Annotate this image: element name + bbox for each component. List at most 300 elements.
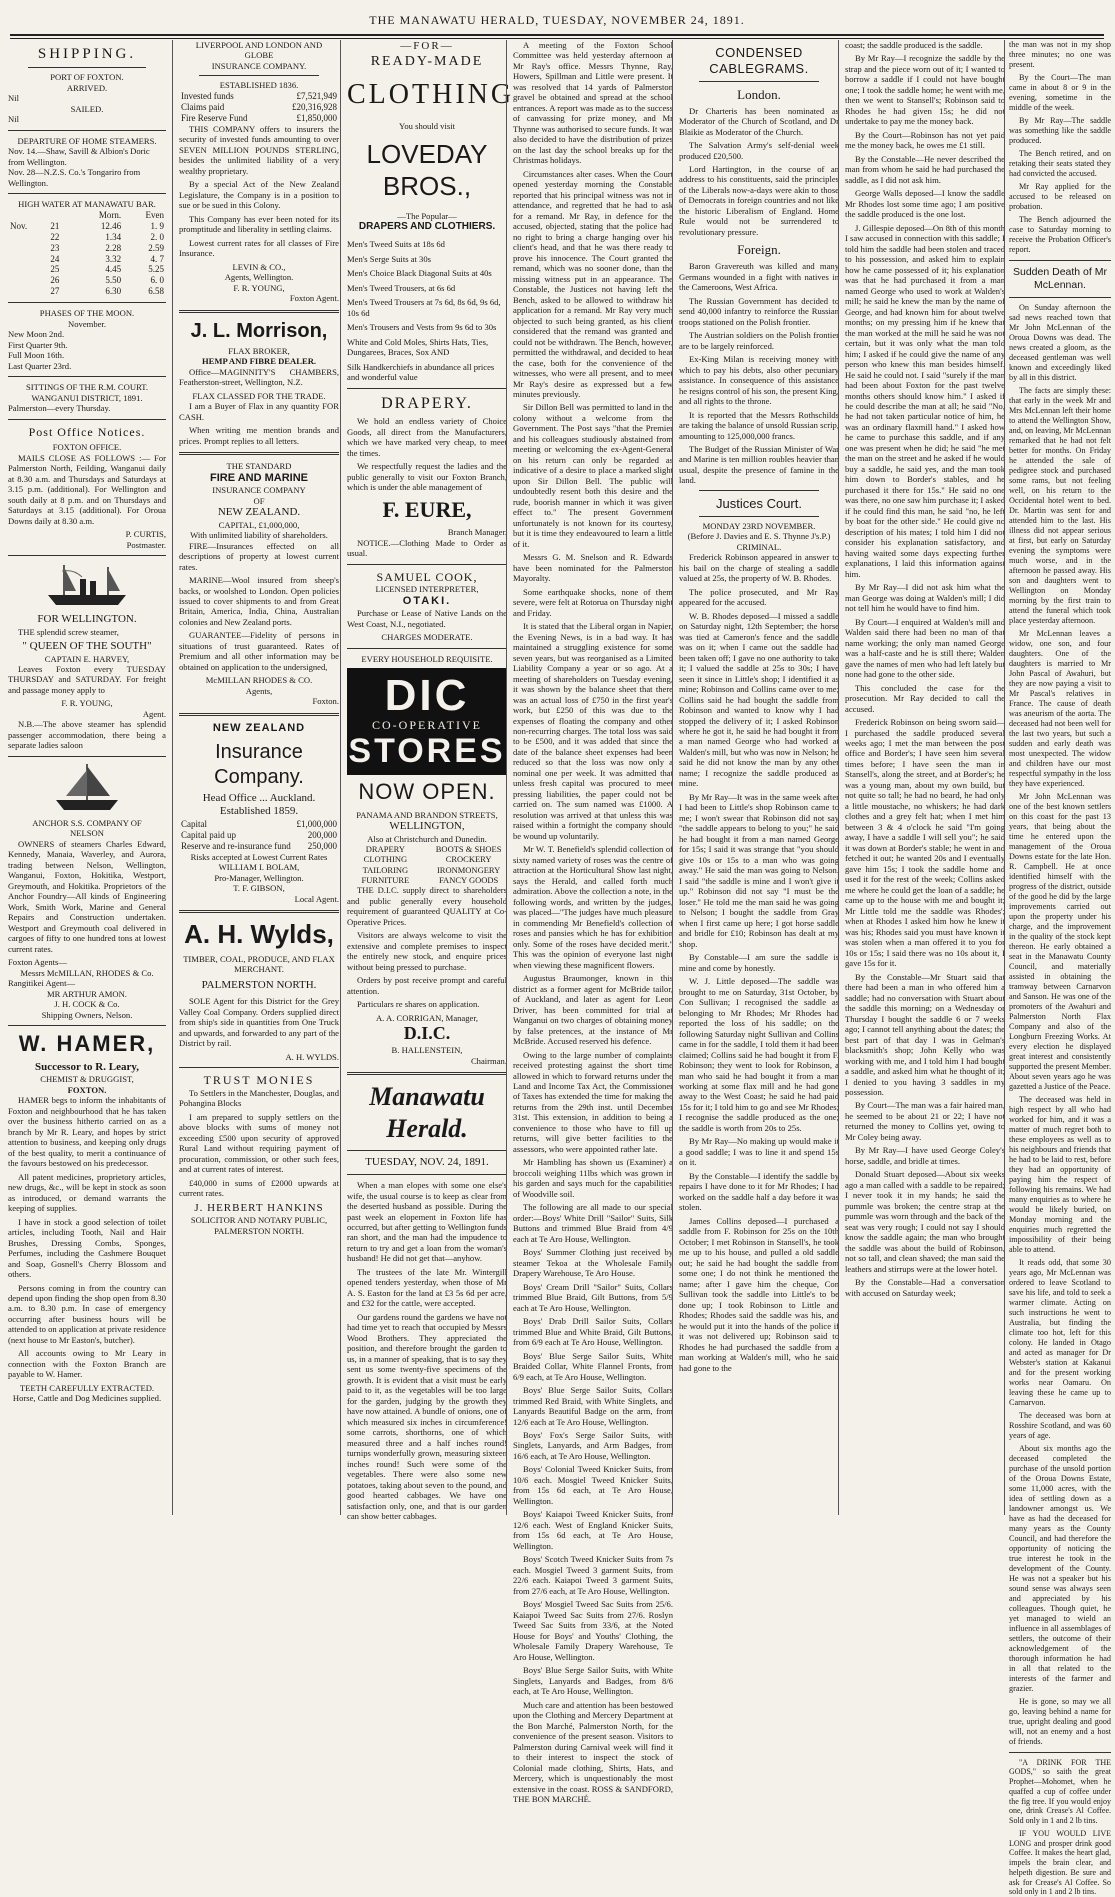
column-3	[340, 40, 515, 1522]
eure-name: F. EURE,	[382, 497, 472, 523]
hamer-place: FOXTON.	[67, 1084, 107, 1095]
anchor-agent: J. H. COCK & Co.	[54, 999, 120, 1010]
news-paragraph: Augustus Braumonger, known in this district as a former agent for McBride tailor, of Auckland, and later as agent for Leon Driver, has been committed for trial at Wanganui on two charges of obtaining money by false pretences, at the instance of Mr McBride. Accused reserved his defence.	[513, 973, 673, 1047]
news-paragraph: Boys' Kaiapoi Tweed Knicker Suits, from 12/6 each. West of England Knicker Suits, from 15s 6d each, at Te Aro House, Wellington.	[513, 1509, 673, 1551]
tide-head-morn: Morn.	[98, 209, 122, 220]
tide-cell: 1.34	[105, 231, 122, 242]
cablegram-paragraph: Dr Charteris has been nominated as Moderator of the Church of Scotland, and Dr Blaikie as Moderator of the Church.	[679, 105, 839, 137]
newspaper-nameplate: Manawatu Herald.	[369, 1082, 485, 1143]
moon-heading: PHASES OF THE MOON.	[39, 308, 135, 319]
masthead-rule	[10, 34, 1104, 39]
suit-item: White and Cold Moles, Shirts Hats, Ties, Dungarees, Braces, Sox AND	[347, 336, 489, 358]
divider	[347, 1150, 507, 1151]
suits-list	[347, 239, 507, 382]
standard-text: GUARANTEE—Fidelity of persons in situations of trust guaranteed. Rates of Premium and all other information may be obtained on application to the undersigned,	[179, 630, 339, 672]
divider	[347, 1174, 507, 1175]
news-paragraph: Boys' Drab Drill Sailor Suits, Collars trimmed Blue and White Braid, Gilt Buttons, from 6/9 each at Te Aro House, Wellington.	[513, 1316, 673, 1348]
tide-cell: 26	[50, 275, 60, 286]
obituary-paragraph: The deceased was born at Rosshire Scotland, and was 60 years of age.	[1009, 1410, 1111, 1440]
divider	[179, 452, 339, 455]
nz-agent: Pro-Manager, Wellington.	[214, 872, 304, 883]
hamer-successor: Successor to R. Leary,	[35, 1060, 139, 1073]
news-paragraph: Mr Hambling has shown us (Examiner) a broccoli weighing 11lbs which was grown in his garden and says much for the capabilities of Woodville soil.	[513, 1157, 673, 1199]
cook-role: LICENSED INTERPRETER,	[375, 584, 479, 595]
cablegram-paragraph: The Budget of the Russian Minister of War and Marine is ten million roubles heavier than usual, despite the presence of famine in the land.	[679, 444, 839, 486]
divider	[8, 193, 166, 194]
suit-item: Silk Handkerchiefs in abundance all prices and wonderful value	[347, 361, 495, 383]
anchor-heading: ANCHOR S.S. COMPANY OF	[32, 817, 142, 828]
insurance-text: This Company has ever been noted for its promptitude and liberality in settling claims.	[179, 213, 339, 235]
steamer-agent: F. R. YOUNG,	[61, 698, 113, 709]
hamer-text: All patent medicines, proprietory articles, new drugs, &c., will be kept in stock as soon as introduced, or demand warrants the keeping of supplies.	[8, 1171, 166, 1214]
cook-text: Purchase or Lease of Native Lands on the West Coast, N.I., negotiated.	[347, 608, 507, 629]
funds-cell: £1,850,000	[296, 112, 337, 123]
obituary-paragraph: He is gone, so may we all go, leaving behind a name for true, upright dealing and good will, not an enemy and a host of friends.	[1009, 1696, 1111, 1746]
divider	[1009, 1752, 1111, 1753]
justices-date: MONDAY 23RD NOVEMBER.	[702, 520, 816, 531]
news-paragraph: Sir Dillon Bell was permitted to land in the colony without a welcome from the Government. The Post says "that the Premier and his colleagues studiously abstained from meeting or welcoming the ex-Agent-General on his return can only be regarded as indicative of a desire to place a marked slight upon Sir Dillon Bell. The public will undoubtedly resent both this desire and the rude, boorish manner in which it was given effect to." The present Government unfortunately is not known for its courtesy, but it is time they endeavoured to learn a little of it.	[513, 402, 673, 549]
suit-item: Men's Serge Suits at 30s	[347, 253, 431, 264]
capital-cell: 200,000	[307, 829, 337, 840]
suit-item: Men's Choice Black Diagonal Suits at 40s	[347, 268, 492, 279]
divider	[699, 516, 819, 517]
trust-heading: TRUST MONIES	[203, 1073, 315, 1088]
court-paragraph: By the Constable—I identify the saddle by repairs I have done to it for Mr Rhodes; I had worked on the saddle half a day before it was stolen.	[679, 1170, 839, 1213]
court-paragraph: Frederick Robinson appeared in answer to his bail on the charge of stealing a saddle valued at 25s, the property of W. B. Rhodes.	[679, 552, 839, 584]
tide-row	[8, 286, 166, 297]
tide-table	[8, 210, 166, 298]
court-paragraph: By Court—I enquired at Walden's mill and Walden said there had been no man of that name working; the only man named George was a half-caste and he is still there; Walden gave the names of men who had left lately but none had gone to the other side.	[845, 616, 1005, 680]
column-4	[506, 40, 679, 1804]
nz-insurance-heading: Insurance Company.	[214, 741, 304, 788]
arrived-label: ARRIVED.	[66, 82, 108, 93]
anchor-agent: MR ARTHUR AMON.	[47, 988, 127, 999]
sailed-value: Nil	[8, 114, 19, 125]
insurance-funds-table	[179, 91, 339, 124]
court-paragraph: The police prosecuted, and Mr Ray appeared for the accused.	[679, 586, 839, 608]
court-paragraph: The Bench adjourned the case to Saturday morning to receive the Probation Officer's report.	[1009, 215, 1111, 254]
news-paragraph: Boys' Summer Clothing just received by steamer Tekoa at the Wholesale Family Drapery Warehouse, Te Aro House.	[513, 1247, 673, 1279]
port-heading: PORT OF FOXTON.	[50, 72, 124, 83]
suit-item: Men's Tweed Trousers at 7s 6d, 8s 6d, 9s 6d, 10s 6d	[347, 297, 501, 318]
obituary-paragraph: It reads odd, that some 30 years ago, Mr McLennan was ordered to leave Scotland to save his life, and told to seek a warmer climate. Acting on such instructions he went to Australia, but finding the climate too hot, left for this colony. He landed in Otago and acted as manager for Dr Webster's station at Kakanui and for the present working works near Oamaru. On leaving these he came up to Carnarvon.	[1009, 1257, 1111, 1407]
court-paragraph: By the Constable—Mr Stuart said that there had been a man in who offered him a saddle; had no conversation with Stuart about the saddle this morning; on a Wednesday or Thursday I bought the saddle 6 or 7 weeks ago; I cannot tell anything about the dates; the best part of that day I was in Gelman's blacksmith's shop; John Kelly who was working with me, and I told him I had bought a saddle, and asked him what he thought of it; I denied to you having 3 saddles in my possession.	[845, 971, 1005, 1097]
drapers-heading: DRAPERS AND CLOTHIERS.	[358, 221, 496, 233]
sailing-ship-icon	[52, 762, 122, 814]
divider	[1009, 297, 1111, 298]
morrison-trade-2: HEMP AND FIBRE DEALER.	[201, 356, 317, 367]
morrison-name: J. L. Morrison,	[190, 319, 328, 342]
cablegram-paragraph: Ex-King Milan is receiving money with which to pay his debts, also other pecuniary assistance. In consequence of this assistance he resigns control of his son, the present King, and all rights to the throne.	[679, 354, 839, 407]
wylds-text: SOLE Agent for this District for the Grey Valley Coal Company. Orders supplied direct from ship's side in quantities from One Truck and upwards, and forwarded to any part of the District by rail.	[179, 996, 339, 1049]
news-paragraph: Boys' Mosgiel Tweed Sac Suits from 25/6. Kaiapoi Tweed Sac Suits from 27/6. Roslyn Tweed Sac Suits from 33/6, at the Noted House for Boys' and Youths' Clothing, the Wholesale Family Drapery Warehouse, Te Aro House, Wellington.	[513, 1599, 673, 1662]
tide-row	[8, 221, 166, 232]
dic-text: Orders by post receive prompt and careful attention.	[347, 975, 507, 996]
justices-before: (Before J. Davies and E. S. Thynne J's.P.)	[687, 531, 831, 542]
nz-agent: T. F. GIBSON,	[233, 883, 285, 894]
funds-row	[179, 113, 339, 124]
insurance-agent: F. R. YOUNG,	[233, 282, 285, 293]
funds-cell: Claims paid	[181, 101, 225, 112]
cablegram-paragraph: The Russian Government has decided to send 40,000 infantry to reinforce the Russian troops stationed on the Polish frontier.	[679, 295, 839, 327]
divider	[8, 419, 166, 420]
household-label: EVERY HOUSEHOLD REQUISITE.	[361, 653, 493, 664]
news-paragraph: Boys' Blue Serge Sailor Suits, Collars trimmed Red Braid, with White Singlets, and Lanyards Beautiful Badge on the arm, from 12/6 each at Te Aro House, Wellington.	[513, 1385, 673, 1427]
sittings-text: Palmerston—every Thursday.	[8, 403, 111, 414]
wylds-signature: A. H. WYLDS.	[285, 1051, 339, 1062]
dic-logo: DIC	[384, 671, 470, 721]
departure-heading: DEPARTURE OF HOME STEAMERS.	[17, 135, 157, 146]
dic-text: Particulars re shares on application.	[357, 999, 480, 1010]
trust-signature: J. HERBERT HANKINS	[194, 1201, 324, 1214]
column-2	[172, 40, 345, 1515]
obituary-paragraph: About six months ago the deceased completed the purchase of the unsold portion of the Oroua Downs Estate, some 11,000 acres, with the idea of settling down as a landowner amongst us. We have as had the deceased for many years as the County Council, and had therefore the opportunity of noticing the true interest he took in the development of the County. He was not a speaker but his sound sense was always seen and appreciated by his colleagues. Though quiet, he yet managed to wield an influence in all assemblages of settlers, the outcome of their acknowledgement of the thorough information he had in all that related to the interests of the farmer and grazier.	[1009, 1443, 1111, 1693]
divider	[8, 130, 166, 131]
nz-agent: WILLIAM I. BOLAM,	[218, 862, 300, 873]
capital-cell: Reserve and re-insurance fund	[181, 840, 291, 851]
insurance-established: ESTABLISHED 1836.	[219, 80, 299, 91]
court-paragraph: By Mr Ray—I have used George Coley's horse, saddle, and bridle at times.	[845, 1145, 1005, 1166]
court-paragraph: George Walls deposed—I know the saddle Mr Rhodes lost some time ago; I am positive the saddle produced is the one lost.	[845, 188, 1005, 220]
tide-cell: 24	[50, 253, 60, 264]
nz-established: Established 1859.	[219, 805, 299, 818]
trust-text: To Settlers in the Manchester, Douglas, and Pohangina Blocks	[179, 1087, 339, 1109]
wellington-heading: FOR WELLINGTON.	[37, 613, 137, 626]
steamer-text: Leaves Foxton every TUESDAY THURSDAY and SATURDAY. For freight and passage money apply to	[8, 663, 166, 695]
column-7	[1004, 40, 1115, 1897]
news-paragraph: Messrs G. M. Snelson and R. Edwards have been nominated for the Palmerston Mayoralty.	[513, 552, 673, 584]
coffee-advert: "A DRINK FOR THE GODS," so saith the great Prophet—Mohomet, when he quaffed a cup of coffee under the fig tree. If you would enjoy one, drink Crease's Al Coffee. Sold only in 1 and 2 lb tins.	[1009, 1757, 1111, 1826]
dic-subtitle: CO-OPERATIVE	[372, 718, 482, 733]
foreign-heading: Foreign.	[737, 242, 781, 258]
cook-name: SAMUEL COOK,	[376, 569, 478, 584]
news-paragraph: Boys' Colonial Tweed Knicker Suits, from 10/6 each. Mosgiel Tweed Knicker Suits, from 15s 6d each, at Te Aro House, Wellington.	[513, 1464, 673, 1506]
divider	[8, 756, 166, 757]
steamer-nb: N.B.—The above steamer has splendid passenger accommodation, there being a separate ladies saloon	[8, 719, 166, 751]
court-paragraph: the man was not in my shop three minutes; no one was present.	[1009, 40, 1111, 69]
funds-cell: £20,316,928	[292, 101, 337, 112]
news-paragraph: Much care and attention has been bestowed upon the Clothing and Mercery Department at the Bon Marché, Palmerston North, for the convenience of the present season. Visitors to Palmerston during Carnival week will find it to their interest to inspect the stock of Colonial made clothing, Shirts, Hats, and Mercery, which is unquestionably the most extensive in the coast. ROSS & SANDFORD, THE BON MARCHÉ.	[513, 1699, 673, 1804]
capital-cell: Capital	[181, 818, 207, 829]
condensed-cablegrams-heading: CONDENSED CABLEGRAMS.	[709, 45, 809, 76]
flax-heading: FLAX CLASSED FOR THE TRADE.	[192, 390, 326, 401]
department-item: FURNITURE	[361, 875, 410, 886]
funds-cell: Invested funds	[181, 90, 234, 101]
tide-cell: 4.45	[105, 264, 122, 275]
court-paragraph: J. Gillespie deposed—On 8th of this month I saw accused in connection with this saddle; I told him the saddle had been stolen and traced to his possession, and asked him to explain how he came possessed of it; his explanation was that he had purchased it from a man named George who used to work at Walden's mill; he said he knew the man by the name of George, and had known him for about twelve months; on my pressing him if he knew that the man worked at the mill he said he was not certain, but it was only what the man told him; I asked if he could give the name of any person who knew this man besides himself. He said he could not. I said "surely if the man had been about Foxton for the past twelve months others should know him." I asked if he could describe the man at all; he said "No, he had not taken particular notice of him, he was an ordinary flaxmill hand." I asked how he came to purchase this saddle, and if any one was present when he did; he said "he met the man on the street and he asked if he would buy a saddle, he said yes, and the man took him down to Border's stables, and he purchased it there for 15s." He said no one was there, no one saw him purchase it; I asked if he could find this man, he said "no, he left by boat for the other side." He could give no description of his mates; I told him I did not consider his explanation satisfactory, and having waited some days expecting further explanations, I laid this information against him.	[845, 222, 1005, 579]
court-paragraph: coast; the saddle produced is the saddle.	[845, 40, 983, 50]
standard-title: NEW ZEALAND.	[217, 506, 301, 519]
dic-city: WELLINGTON,	[389, 820, 465, 833]
popular-label: —The Popular—	[397, 210, 457, 221]
tide-cell	[8, 264, 48, 275]
departments-right	[430, 844, 507, 885]
anchor-agents: Foxton Agents—	[8, 957, 67, 968]
should-visit: You should visit	[399, 120, 455, 131]
funds-cell: £7,521,949	[296, 90, 337, 101]
insurance-agent: Agents, Wellington.	[224, 272, 294, 283]
post-heading: Post Office Notices.	[28, 424, 146, 439]
news-paragraph: Owing to the large number of complaints received protesting against the short time allowed in which to forward returns under the Land and Income Tax Act, the Commissioner of Taxes has extended the time for making the returns from the 29th inst. until December 31st. This extension, in addition to being a convenience to those who have to fill up returns, will give better facilities to the assessors, who were appointed rather late.	[513, 1049, 673, 1154]
divider	[347, 648, 507, 649]
court-paragraph: By the Court—Robinson has not yet paid me the money back, he owes me £1 still.	[845, 129, 1005, 151]
cook-place: OTAKI.	[402, 594, 452, 607]
tide-cell: 25	[50, 264, 60, 275]
hamer-text: All accounts owing to Mr Leary in connection with the Foxton Branch are payable to W. Hamer.	[8, 1348, 166, 1380]
criminal-label: CRIMINAL.	[736, 541, 782, 552]
dic-chairman: Chairman.	[470, 1055, 507, 1066]
dic-also: Also at Christchurch and Dunedin.	[367, 833, 487, 844]
sudden-death-heading: Sudden Death of Mr McLennan.	[1013, 266, 1107, 291]
hamer-text: HAMER begs to inform the inhabitants of Foxton and neighbourhood that he has taken over the business hitherto carried on as a branch by Mr R. Leary, and hopes by strict attention to business, and keeping only drugs of the best quality, to merit a continuance of the favours bestowed on his predecessor.	[8, 1095, 166, 1169]
capital-cell: 250,000	[307, 840, 337, 851]
wylds-trade: TIMBER, COAL, PRODUCE, AND FLAX MERCHANT.	[183, 953, 335, 975]
hamer-teeth: TEETH CAREFULLY EXTRACTED.	[19, 1382, 155, 1393]
divider	[8, 1025, 166, 1026]
court-paragraph: This concluded the case for the prosecution. Mr Ray decided to call the accused.	[845, 682, 1005, 714]
tide-cell: 21	[50, 220, 60, 231]
editorial-paragraph: Our gardens round the gardens we have not had time yet to reach that occupied by Messrs Wood Brothers. They appreciated the position, and therefore brought the garden to us, in a manner of speaking, that is to say they sent us some twenty-five specimens of the growth. It is evident that a visit must be early paid to it, as the vegetables will be too large for the garden, judging by the growth they have now attained. A bundle of onions, one of which measured six inches in circumference! some carrots, shorthorns, one of which measured three and a half inches round! turnips wonderfully grown, measuring sixteen inches round! Such were some of the vegetables. There were also some new potatoes, taking about seven to the pound, and good hearted cabbages. We have one satisfaction only, one, and that is our garden can show better cabbages.	[347, 1311, 507, 1522]
anchor-agent: Rangitikei Agent—	[8, 978, 76, 989]
cablegram-paragraph: It is reported that the Messrs Rothschilds are taking the balance of unsold Russian scrip, amounting to 125,000,000 francs.	[679, 409, 839, 441]
court-paragraph: James Collins deposed—I purchased a saddle from F. Robinson for 25s on the 10th October; I met Robinson in Stansell's, he took me up to his house, and pulled a old saddle out; he said he had bought the saddle from some one; I do not think he mentioned the name; after I gave him the cheque, Con Sullivan took the saddle into Little's to be done up; I took Robinson to Little and Rhodes; Rhodes said the saddle was his, and he would put it into the hands of the police if it was not delivered up; Robinson said to Rhodes he had purchased the saddle from a man working at Walden's mill, who he said had gone to the	[679, 1215, 839, 1373]
editorial-paragraph: When a man elopes with some one else's wife, the usual course is to keep as clear from the deserted husband as possible. During the past week an elopement in Foxton life has occurred, but after getting to Wellington funds ran short, and the man had the impudence to return to try and get a loan from the woman's husband! He did not get that—anyhow.	[347, 1180, 507, 1264]
court-paragraph: The Bench retired, and on retaking their seats stated they had convicted the accused.	[1009, 149, 1111, 178]
dic-text: THE D.I.C. supply direct to shareholders and public generally every household requirement of guaranteed QUALITY at Co-Operative Prices.	[347, 885, 507, 927]
obituary-paragraph: The facts are simply these: that early in the week Mr and Mrs McLennan left their home to attend the Wellington Show, and, on leaving, Mr McLennan remarked that he had not felt better for months. On Friday he attended the sale of pedigree stock and purchased some rams, but not feeling well, on his return to the Occidental hotel went to bed. Dr. Martin was sent for and attended him to the last. His illness did not appear serious at first, but early on Saturday evening the symptoms were much worse, and in the afternoon he passed away. His son and daughters went to Wellington on Monday morning by the first train to attend the funeral which took place yesterday afternoon.	[1009, 385, 1111, 625]
anchor-agent: Messrs McMILLAN, RHODES & Co.	[20, 967, 154, 978]
cablegram-paragraph: Baron Gravereuth was killed and many Germans wounded in a fight with natives in the Cameroons, West Africa.	[679, 261, 839, 293]
dic-departments	[347, 844, 507, 885]
funds-row	[179, 91, 339, 102]
divider	[179, 310, 339, 313]
standard-capital: CAPITAL, £1,000,000,	[218, 519, 300, 530]
tide-cell	[8, 286, 48, 297]
dic-abbr: D.I.C.	[403, 1023, 451, 1044]
standard-title: THE STANDARD	[226, 461, 292, 472]
moon-phase: New Moon 2nd.	[8, 329, 65, 340]
moon-phase: First Quarter 9th.	[8, 339, 68, 350]
obituary-paragraph: On Sunday afternoon the sad news reached town that Mr John McLennan of the Oroua Downs was dead. The news created a gloom, as the deceased gentleman was well known and exceedingly liked by all in this district.	[1009, 302, 1111, 382]
sittings-district: WANGANUI DISTRICT, 1891.	[31, 392, 143, 403]
steamer-agent-role: Agent.	[142, 708, 166, 719]
tide-head-even: Even	[145, 209, 164, 220]
tide-cell	[8, 232, 48, 243]
standard-text: FIRE—Insurances effected on all descriptions of property at lowest current rates.	[179, 540, 339, 572]
eure-role: Branch Manager.	[447, 527, 507, 538]
court-paragraph: By Mr Ray—I recognize the saddle by the strap and the piece worn out of it; I wanted to borrow a saddle if I could not have bought one; I took the saddle home; he went with me, then we went to Stansell's; Robinson said to Rhodes he had given 15s; he did not undertake to pay me the money back.	[845, 53, 1005, 127]
dic-streets: PANAMA AND BRANDON STREETS,	[356, 809, 498, 820]
standard-agent: Agents,	[245, 685, 273, 696]
capital-row	[179, 819, 339, 830]
tide-cell: 5.25	[148, 264, 164, 275]
dateline: TUESDAY, NOV. 24, 1891.	[365, 1155, 489, 1168]
department-item: IRONMONGERY	[436, 864, 501, 875]
hamer-text: I have in stock a good selection of toilet articles, including Tooth, Nail and Hair Brushes, Dressing Combs, Sponges, Perfumes, including the Cashmere Bouquet and Soap, Gosnell's Cherry Blossom and others.	[8, 1216, 166, 1280]
for-label: —FOR—	[400, 40, 454, 52]
column-6	[838, 40, 1011, 1515]
steamer-name: " QUEEN OF THE SOUTH"	[22, 640, 152, 653]
clothing-heading: CLOTHING	[347, 79, 515, 111]
tide-cell: 22	[50, 231, 60, 242]
tide-cell: 6. 0	[150, 275, 164, 286]
departure-1: Nov. 14.—Shaw, Savill & Albion's Doric from Wellington.	[8, 146, 150, 167]
steamer-captain: CAPTAIN E. HARVEY,	[44, 653, 130, 664]
tide-cell: 6.58	[148, 286, 164, 297]
tide-cell: 5.50	[105, 275, 122, 286]
court-paragraph: By the Constable—Had a conversation with accused on Saturday week;	[845, 1277, 1005, 1298]
coffee-advert: IF YOU WOULD LIVE LONG and prosper drink good Coffee. It makes the heart glad, impels the brain clear, and helpeth digestion. Be sure and ask for Crease's Al Coffee. So sold only in 1 and 2 lb tins.	[1009, 1828, 1111, 1897]
tide-cell: 3.32	[105, 253, 122, 264]
moon-phase: Last Quarter 23rd.	[8, 360, 72, 371]
drapery-heading: DRAPERY.	[381, 394, 473, 412]
capital-cell: £1,000,000	[296, 818, 337, 829]
sailed-label: SAILED.	[70, 103, 104, 114]
department-item: CROCKERY	[445, 854, 492, 865]
tide-cell	[8, 275, 48, 286]
insurance-title: INSURANCE COMPANY.	[211, 60, 307, 71]
divider	[8, 555, 166, 556]
morrison-trade: FLAX BROKER,	[228, 345, 290, 356]
steamer-ship-icon	[42, 561, 132, 609]
wylds-place: PALMERSTON NORTH.	[201, 978, 317, 991]
court-paragraph: By the Constable—He never described the man from whom he said he had purchased the saddle, as I did not ask him.	[845, 153, 1005, 185]
tide-row	[8, 254, 166, 265]
tide-row	[8, 264, 166, 275]
standard-agent: Foxton.	[312, 696, 339, 707]
insurance-text: Lowest current rates for all classes of Fire Insurance.	[179, 237, 339, 259]
capital-row	[179, 841, 339, 852]
trust-signature: SOLICITOR AND NOTARY PUBLIC,	[190, 1215, 328, 1226]
dic-banner	[347, 668, 507, 775]
high-water-heading: HIGH WATER AT MANAWATU BAR.	[18, 199, 156, 210]
news-paragraph: Boys' Scotch Tweed Knicker Suits from 7s each. Mosgiel Tweed 3 garment Suits, from 22/6 each. Kaiapoi Tweed 3 garment Suits, from 27/6 each, at Te Aro House, Wellington.	[513, 1554, 673, 1596]
anchor-agent: Shipping Owners, Nelson.	[41, 1009, 133, 1020]
hamer-footer: Horse, Cattle and Dog Medicines supplied.	[12, 1393, 162, 1404]
divider	[347, 564, 507, 565]
london-heading: London.	[737, 86, 781, 102]
dic-stores: STORES	[348, 731, 506, 770]
insurance-title: LIVERPOOL AND LONDON AND	[195, 40, 323, 50]
divider	[28, 67, 146, 68]
departments-left	[347, 844, 424, 885]
court-paragraph: By Mr Ray—No making up would make it a good saddle; I was to line it and spend 15s on it.	[679, 1136, 839, 1168]
court-paragraph: By Mr Ray—It was in the same week after I had been to Little's shop Robinson came to me; I won't swear that Robinson did not say "the saddle appears to belong to you;" he said he had bought it from a man named George for 15s; I said it was strange that "you should give 10s or 15s to a man who was going away." He said the man was going to Nelson. I said "the saddle is mine and I won't give it up." Robinson did not say "I must be the loser." He told me the man said he was going to Nelson; I bought the saddle from Gray when I first came up here; I got horse saddle and bridle for £10; Robinson has dealt at my shop.	[679, 791, 839, 949]
tide-cell: 23	[50, 242, 60, 253]
dic-manager: A. A. CORRIGAN, Manager,	[375, 1012, 479, 1023]
tide-row	[8, 243, 166, 254]
drapery-text: We respectfully request the ladies and the public generally to visit our Foxton Branch, which is under the able management of	[347, 461, 507, 492]
divider	[347, 388, 507, 389]
divider	[1009, 260, 1111, 261]
department-item: CLOTHING	[363, 854, 408, 865]
tide-cell: 1. 9	[150, 220, 164, 231]
insurance-agent: Foxton Agent.	[289, 293, 339, 304]
tide-row	[8, 232, 166, 243]
arrived-value: Nil	[8, 93, 19, 104]
tide-cell: Nov.	[10, 220, 28, 231]
divider	[347, 1072, 507, 1075]
insurance-title: GLOBE	[244, 50, 274, 61]
news-paragraph: It is stated that the Liberal organ in Napier, the Evening News, is in a bad way. It has maintained a struggling existence for some seven years, but was reorganised as a Limited Liability Company a year or so ago. At a meeting of shareholders on Tuesday evening, it was shown by the balance sheet that there was an actual loss of £750 in the first year's work, but £250 of this was due to the expenses of floating the company and other non-recurring charges. The total loss was said to be £500, and it was added that since the date of the balance sheet expenses had been reduced so that the loss was now only a nominal one per week. It was admitted that unless fresh capital was procured to meet pressing liabilities, the paper could not be carried on. The sum named was £1000. A resolution was arrived at that unless this was raised within a fortnight the company should be wound up voluntarily.	[513, 621, 673, 841]
suit-item: Men's Trousers and Vests from 9s 6d to 30s	[347, 322, 497, 333]
nz-insurance-title: NEW ZEALAND	[212, 721, 306, 734]
shipping-heading: SHIPPING.	[37, 46, 137, 62]
dic-chairman: B. HALLENSTEIN,	[391, 1045, 463, 1056]
morrison-office: Office—MAGINNITY'S CHAMBERS, Featherston-street, Wellington, N.Z.	[179, 366, 339, 388]
drapery-text: We hold an endless variety of Choice Goods, all direct from the Manufacturers, which we have marked very cheap, to meet the times.	[347, 416, 507, 458]
post-text: MAILS CLOSE AS FOLLOWS :— For Palmerston North, Feilding, Wanganui daily at 8.30 a.m. and Thursdays and Saturdays at 3.15 p.m. (additional). For Wellington and south daily at 8 p.m. and on Thursdays and Saturdays at 3.15 (additional). For Oroua Downs daily at 8.30 a.m.	[8, 452, 166, 526]
loveday-heading: LOVEDAY BROS.,	[366, 139, 488, 201]
sittings-heading: SITTINGS OF THE R.M. COURT.	[25, 382, 149, 393]
divider	[8, 302, 166, 303]
nz-capital-table	[179, 819, 339, 852]
news-paragraph: A meeting of the Foxton School Committee was held yesterday afternoon at Mr Ray's office. Messrs Thynne, Ray, Howers, Spillman and Little were present. It was resolved that 14 yards of Palmerston gravel be obtained and spread at the school entrances. A report was made as to the success of canvassing for prize money, and Mr Thynne was authorised to secure funds. It was also decided to have the distribution of prizes on the last day the school breaks up for the Christmas holidays.	[513, 40, 673, 166]
tide-cell: 6.30	[105, 286, 122, 297]
tide-cell	[8, 254, 48, 265]
obituary-paragraph: Mr John McLennan was one of the best known settlers on this coast for the past 13 years, that being about the time he entered upon the management of the Oroua Downs estate for the late Hon. R. Campbell. He at once identified himself with the progress of the district, outside of the good he did by the large improvements carried out upon the property under his charge, and the improvement in the quality of the stock kept thereon. He early obtained a seat in the Manawatu County Council, and materially assisted in obtaining the tramway between Carnarvon and Sanson. He was one of the promoters of the Awahuri and Palmerston North Flax Company and also of the Longburn Freezing Works. At every election he displayed great interest and consistently supported the present Member. About seven years ago he was gazetted a Justice of the Peace.	[1009, 791, 1111, 1091]
departure-2: Nov. 28—N.Z.S. Co.'s Tongariro from Wellington.	[8, 167, 141, 188]
cablegram-paragraph: The Salvation Army's self-denial week produced £20,500.	[679, 140, 839, 161]
department-item: BOOTS & SHOES	[435, 844, 502, 855]
divider	[699, 81, 819, 82]
department-item: DRAPERY	[365, 844, 405, 855]
dic-text: Visitors are always welcome to visit the extensive and complete premises to inspect the entirely new stock, and enquire prices without being pressed to purchase.	[347, 930, 507, 972]
court-paragraph: By Constable—I am sure the saddle is mine and come by honestly.	[679, 952, 839, 973]
tide-cell: 2.28	[105, 242, 122, 253]
notice-text: NOTICE.—Clothing Made to Order as usual.	[347, 537, 507, 559]
divider	[179, 910, 339, 913]
divider	[199, 75, 319, 76]
insurance-text: THIS COMPANY offers to insurers the security of invested funds amounting to over SEVEN MILLION POUNDS STERLING, besides the unlimited liability of a very wealthy proprietary.	[179, 123, 339, 176]
obituary-paragraph: Mr McLennan leaves a widow, one son, and four daughters. One of the daughters is married to Mr John Pascal of Awahuri, but they are now paying a visit to Mr Pascal's relatives in France. The cause of death was aneurism of the aorta. The deceased had not been well for the last two years, but such a sudden and early death was most unexpected. The widow and children have our most respectful sympathy in the loss they have experienced.	[1009, 628, 1111, 788]
flax-text: I am a Buyer of Flax in any quantity FOR CASH.	[179, 401, 339, 422]
masthead-title: THE MANAWATU HERALD, TUESDAY, NOVEMBER 24, 1891.	[369, 13, 745, 27]
wylds-name: A. H. Wylds,	[184, 919, 334, 950]
standard-title: FIRE AND MARINE	[210, 471, 308, 484]
editorial-paragraph: The trustees of the late Mr. Wintergill opened tenders yesterday, when those of Mr A. S. Easton for the land at £3 5s 6d per acre, and £32 for the cattle, were accepted.	[347, 1266, 507, 1309]
court-paragraph: Mr Ray applied for the accused to be released on probation.	[1009, 182, 1111, 211]
nz-head-office: Head Office ... Auckland.	[202, 792, 316, 805]
anchor-text: OWNERS of steamers Charles Edward, Kennedy, Manaia, Waverley, and Aurora, trading between Nelson, Wellington, Wanganui, Foxton, Hokitika, Westport, Greymouth, and Hokitika. Proprietors of the Anchor Foundry—All kinds of Engineering Work, Smith Work, Marine and General Repairs and Construction undertaken. Westport and Greymouth coal delivered in cargoes of fifty to one hundred tons at lowest current rates.	[8, 838, 166, 954]
capital-row	[179, 830, 339, 841]
ready-made-heading: READY-MADE	[370, 54, 484, 70]
nz-risks: Risks accepted at Lowest Current Rates	[190, 851, 328, 862]
divider	[179, 713, 339, 716]
department-item: TAILORING	[362, 864, 409, 875]
anchor-place: NELSON	[70, 828, 104, 839]
court-paragraph: Donald Stuart deposed—About six weeks ago a man called with a saddle to be repaired; I never took it in my hands; he said the pummle was broken; the centre strap at the pummle was worn through and the back of the seat was very rough; I could not say I should know the saddle again; the man who brought the saddle was about the build of Robinson, not so tall, and clean shaved; the man said the leathers and stirrups were at the lower hotel.	[845, 1169, 1005, 1274]
news-paragraph: Some earthquake shocks, none of them severe, were felt at Rotorua on Thursday night and Friday.	[513, 586, 673, 618]
nz-agent: Local Agent.	[294, 893, 339, 904]
moon-month: November.	[68, 318, 106, 329]
post-signature-role: Postmaster.	[126, 539, 166, 550]
tide-cell	[8, 243, 48, 254]
trust-text: I am prepared to supply settlers on the above blocks with sums of money not exceeding £500 upon security of approved Rural Land without requiring payment of procuration, commission, or other such fees, and at current rates of interest.	[179, 1111, 339, 1175]
trust-text: £40,000 in sums of £2000 upwards at current rates.	[179, 1177, 339, 1199]
court-paragraph: W. J. Little deposed—The saddle was brought to me on Saturday, 31st October, by Con Sullivan; I recognised the saddle as belonging to Mr Rhodes; Mr Rhodes had reported the loss of his saddle; on the following Saturday night Sullivan and Collins came in for the saddle, I told them it had been claimed; Collins said he had bought it from F. Robinson; they went to look for Robinson, a man who said he had bought it from a man working at some flax mill and he had gone away to the West Coast; he said he had paid 15s for it; I told him to go and see Mr Rhodes; I recognise the saddle produced as the one; the saddle is worth from 20s to 25s.	[679, 976, 839, 1133]
tide-cell: 4. 7	[150, 253, 164, 264]
standard-title: INSURANCE COMPANY	[212, 485, 306, 496]
justices-court-heading: Justices Court.	[716, 495, 802, 511]
divider	[699, 490, 819, 491]
court-paragraph: By Mr Ray—I did not ask him what the man George was doing at Walden's mill; I did not tell him he would have to find him.	[845, 582, 1005, 614]
news-paragraph: Boys' Fox's Serge Sailor Suits, with Singlets, Lanyards, and Arm Badges, from 16/6 each, at Te Aro House, Wellington.	[513, 1430, 673, 1461]
insurance-agent: LEVIN & CO.,	[232, 261, 286, 272]
court-paragraph: By Court—The man was a fair haired man, he seemed to be about 21 or 22; I have not returned the money to Collins yet, owing to Mr Coley being away.	[845, 1100, 1005, 1142]
standard-liability: With unlimited liability of shareholders.	[190, 530, 328, 541]
column-5	[672, 40, 845, 1515]
